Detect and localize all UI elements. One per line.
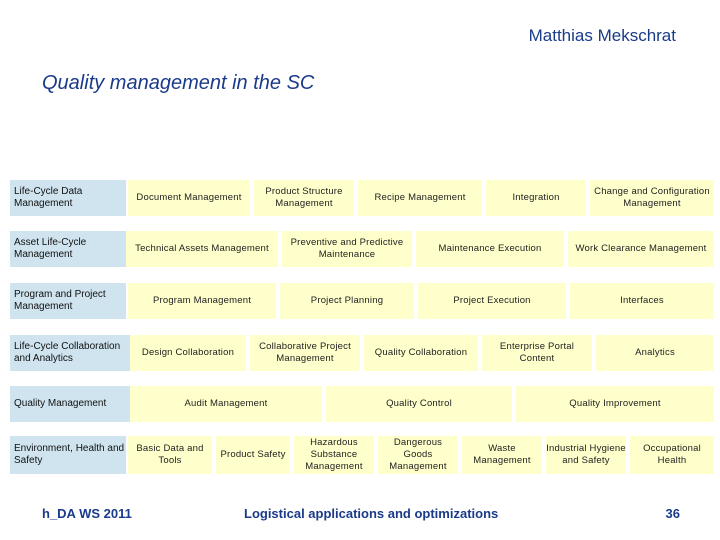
- grid-cell: Recipe Management: [358, 180, 482, 216]
- row-label: Program and Project Management: [10, 283, 126, 319]
- grid-cell: Document Management: [128, 180, 250, 216]
- footer-course: h_DA WS 2011: [42, 506, 132, 521]
- grid-cell: Project Planning: [280, 283, 414, 319]
- grid-cell: Collaborative Project Management: [250, 335, 360, 371]
- grid-cell: Maintenance Execution: [416, 231, 564, 267]
- grid-cell: Work Clearance Management: [568, 231, 714, 267]
- grid-cell: Audit Management: [130, 386, 322, 422]
- grid-cell: Analytics: [596, 335, 714, 371]
- grid-cell: Occupational Health: [630, 436, 714, 474]
- grid-cell: Product Structure Management: [254, 180, 354, 216]
- row-label: Life-Cycle Data Management: [10, 180, 126, 216]
- row-label: Quality Management: [10, 386, 130, 422]
- row-environment-health-safety: [10, 436, 716, 474]
- row-program-project: [10, 283, 716, 319]
- grid-cell: Quality Improvement: [516, 386, 714, 422]
- footer-subject: Logistical applications and optimizations: [244, 506, 499, 521]
- grid-cell: Enterprise Portal Content: [482, 335, 592, 371]
- row-life-cycle-data: [10, 180, 716, 216]
- grid-cell: Industrial Hygiene and Safety: [546, 436, 626, 474]
- grid-cell: Project Execution: [418, 283, 566, 319]
- grid-cell: Hazardous Substance Management: [294, 436, 374, 474]
- grid-cell: Basic Data and Tools: [128, 436, 212, 474]
- grid-cell: Interfaces: [570, 283, 714, 319]
- page-number: 36: [665, 506, 680, 521]
- grid-cell: Design Collaboration: [130, 335, 246, 371]
- row-asset-life-cycle: [10, 231, 716, 267]
- grid-cell: Integration: [486, 180, 586, 216]
- grid-cell: Quality Collaboration: [364, 335, 478, 371]
- grid-cell: Product Safety: [216, 436, 290, 474]
- grid-cell: Program Management: [128, 283, 276, 319]
- grid-cell: Technical Assets Management: [126, 231, 278, 267]
- row-collaboration-analytics: [10, 335, 716, 371]
- slide-title: Quality management in the SC: [42, 72, 315, 94]
- row-label: Environment, Health and Safety: [10, 436, 126, 474]
- row-quality-management: [10, 386, 716, 422]
- grid-cell: Preventive and Predictive Maintenance: [282, 231, 412, 267]
- row-label: Life-Cycle Collaboration and Analytics: [10, 335, 130, 371]
- grid-cell: Change and Configuration Management: [590, 180, 714, 216]
- grid-cell: Waste Management: [462, 436, 542, 474]
- grid-cell: Quality Control: [326, 386, 512, 422]
- grid-cell: Dangerous Goods Management: [378, 436, 458, 474]
- row-label: Asset Life-Cycle Management: [10, 231, 126, 267]
- author-name: Matthias Mekschrat: [528, 26, 676, 45]
